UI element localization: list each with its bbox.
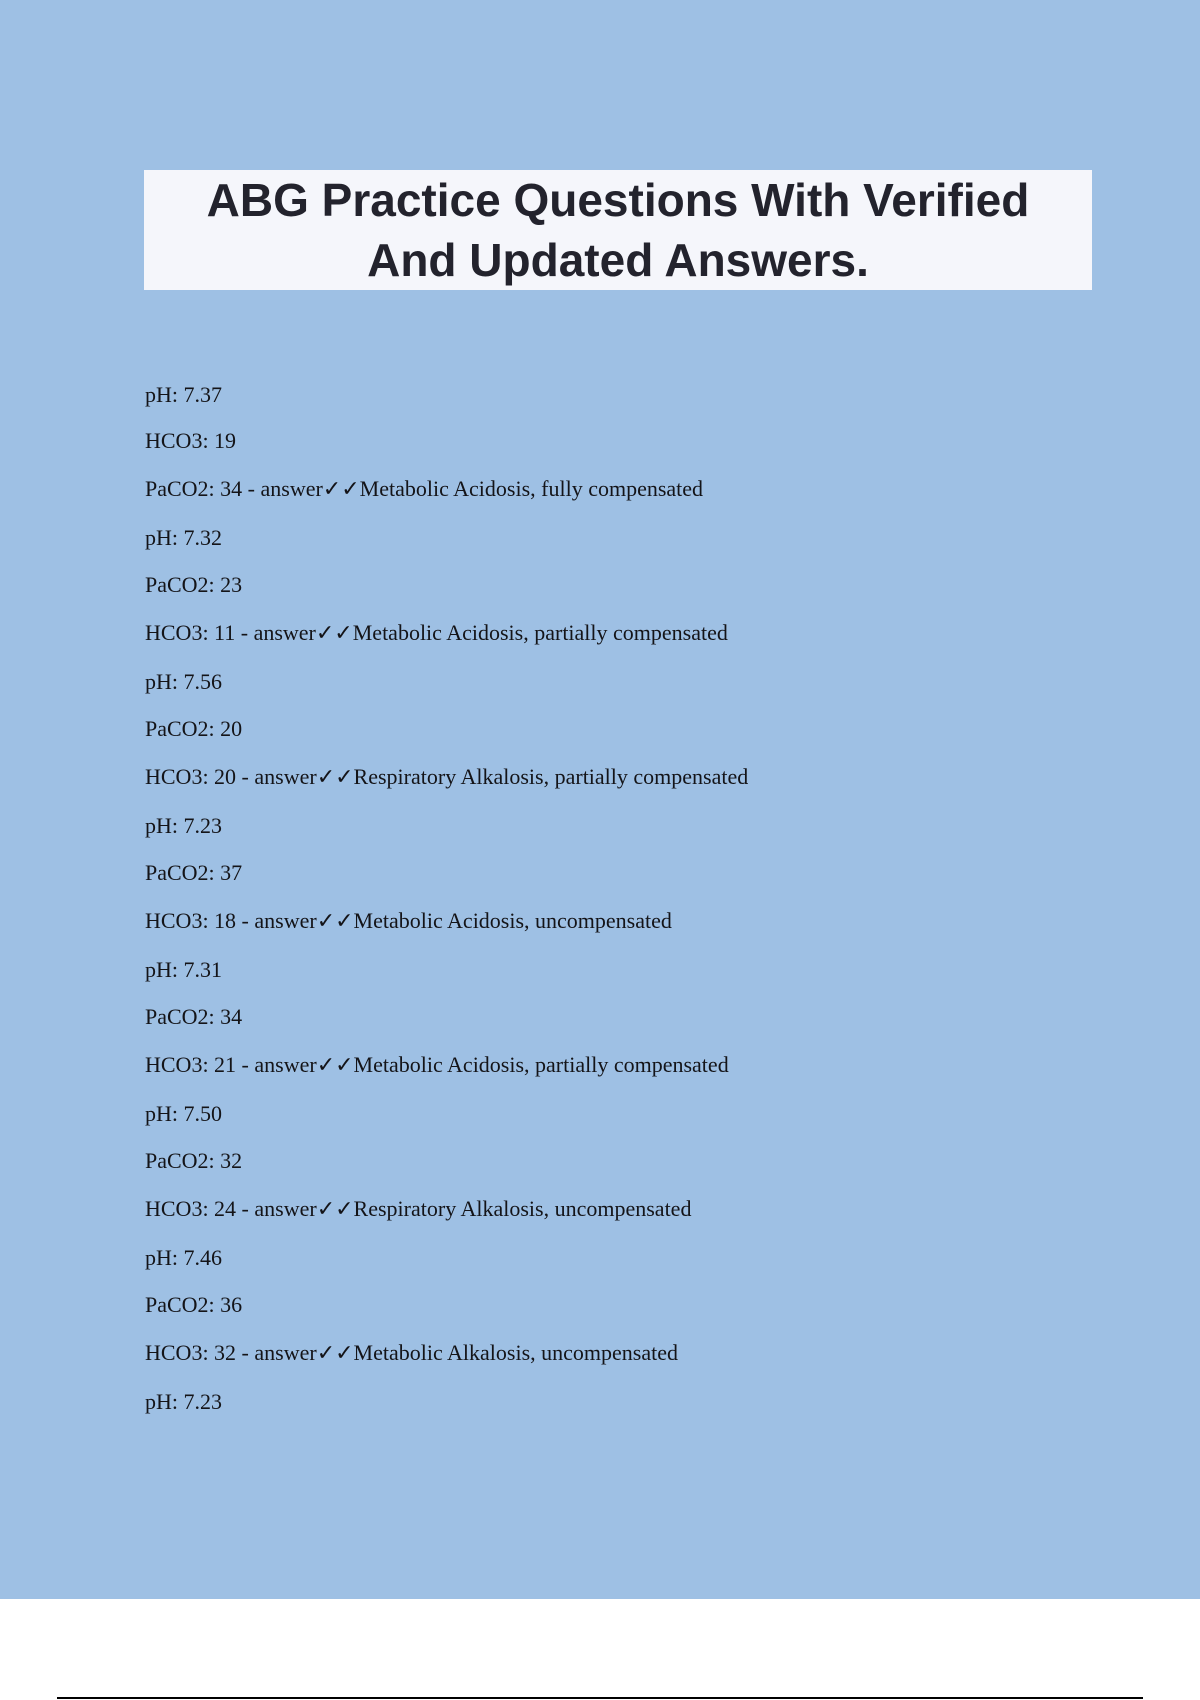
question-line: pH: 7.46: [145, 1245, 222, 1270]
title-box: [144, 170, 1092, 290]
question-line: pH: 7.50: [145, 1101, 222, 1126]
question-line: pH: 7.23: [145, 813, 222, 838]
question-line: pH: 7.31: [145, 957, 222, 982]
answer-line: HCO3: 21 - answer✓✓Metabolic Acidosis, partially compensated: [145, 1052, 729, 1077]
footer-divider: [57, 1697, 1143, 1699]
question-line: pH: 7.37: [145, 382, 222, 407]
question-line: PaCO2: 34: [145, 1004, 243, 1029]
question-line: PaCO2: 20: [145, 716, 243, 741]
document-title-line-2: And Updated Answers.: [367, 234, 869, 286]
question-line: pH: 7.23: [145, 1389, 222, 1414]
answer-line: HCO3: 32 - answer✓✓Metabolic Alkalosis, uncompensated: [145, 1340, 678, 1365]
question-line: PaCO2: 36: [145, 1292, 243, 1317]
answer-line: HCO3: 24 - answer✓✓Respiratory Alkalosis, uncompensated: [145, 1196, 692, 1221]
answer-line: HCO3: 18 - answer✓✓Metabolic Acidosis, uncompensated: [145, 908, 672, 933]
answer-line: HCO3: 11 - answer✓✓Metabolic Acidosis, partially compensated: [145, 620, 728, 645]
question-line: pH: 7.32: [145, 525, 222, 550]
answer-line: HCO3: 20 - answer✓✓Respiratory Alkalosis, partially compensated: [145, 764, 749, 789]
question-line: pH: 7.56: [145, 669, 222, 694]
document-title-line-1: ABG Practice Questions With Verified: [206, 174, 1030, 226]
question-line: PaCO2: 32: [145, 1148, 243, 1173]
question-line: HCO3: 19: [145, 428, 237, 453]
question-line: PaCO2: 37: [145, 860, 243, 885]
question-line: PaCO2: 23: [145, 572, 243, 597]
answer-line: PaCO2: 34 - answer✓✓Metabolic Acidosis, fully compensated: [145, 476, 704, 501]
